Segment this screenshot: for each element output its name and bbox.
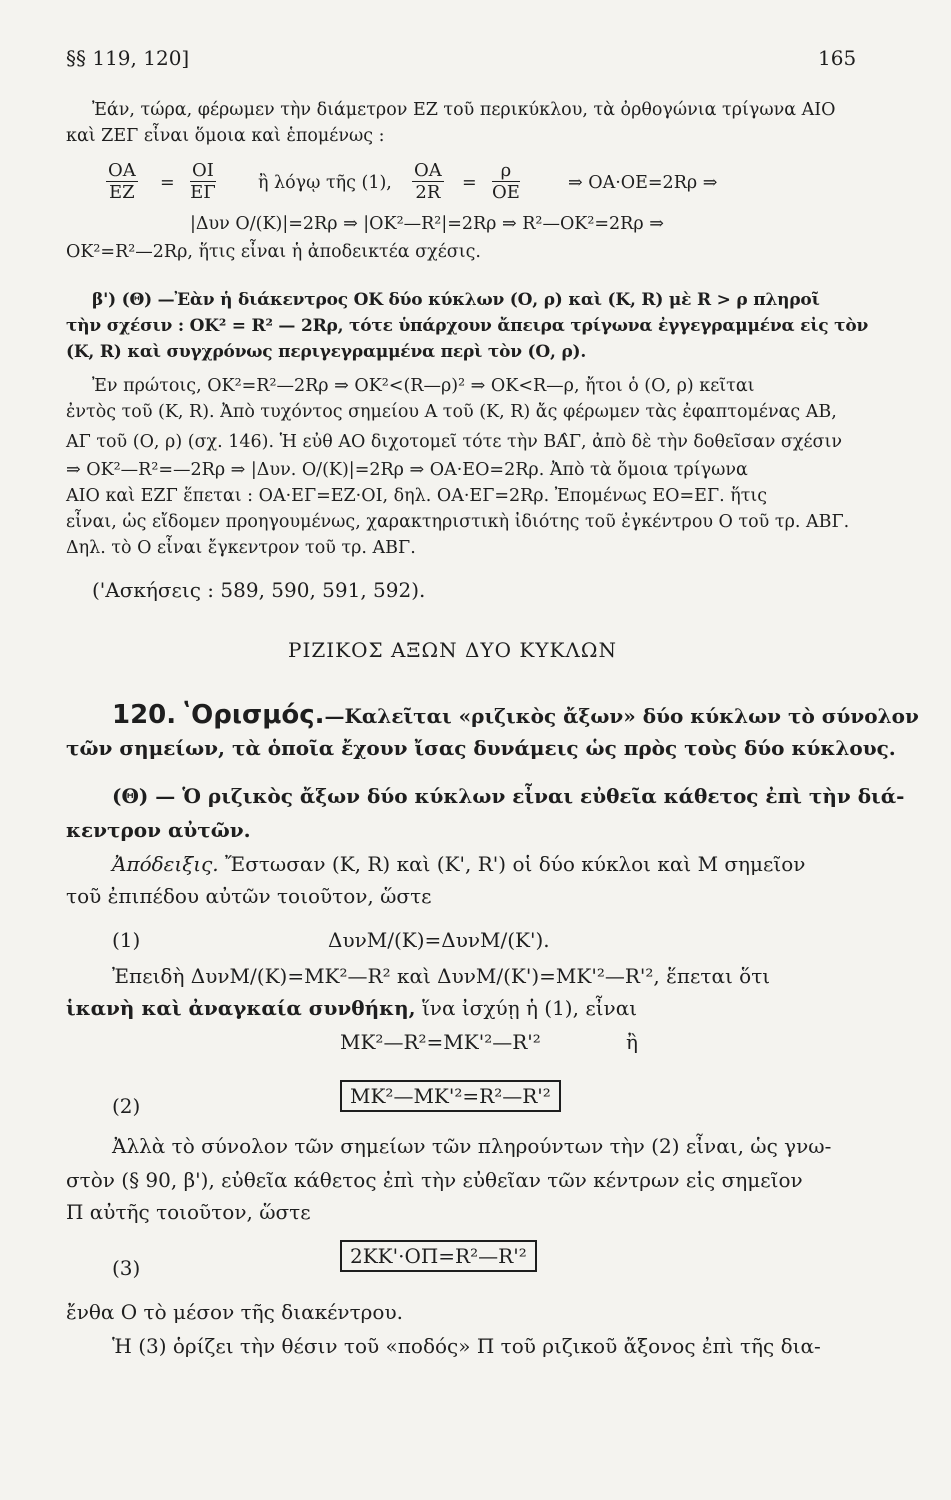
equals-sign: = <box>160 173 175 193</box>
fraction-oa-ez <box>106 160 138 203</box>
proof-line: ἔνθα Ο τὸ μέσον τῆς διακέντρου. <box>66 1300 403 1324</box>
proof-text: ἵνα ἰσχύῃ ἡ (1), εἶναι <box>421 996 638 1020</box>
denominator: ΕΓ <box>190 182 216 203</box>
proof-line <box>66 996 637 1020</box>
paragraph-line: καὶ ΖΕΓ εἶναι ὅμοια καὶ ἑπομένως : <box>66 126 385 146</box>
equation-line: |Δυν Ο/(Κ)|=2Rρ ⇒ |ΟΚ²—R²|=2Rρ ⇒ R²—ΟΚ²=2Rρ ⇒ <box>190 214 664 234</box>
proof-line: Ἐπειδὴ ΔυνΜ/(Κ)=ΜΚ²—R² καὶ ΔυνΜ/(Κ')=ΜΚ'²—R'², ἕπεται ὅτι <box>112 964 771 988</box>
proof-line <box>112 852 805 876</box>
equation: ΜΚ²—R²=ΜΚ'²—R'² <box>340 1030 541 1054</box>
paragraph-line: Ἐάν, τώρα, φέρωμεν τὴν διάμετρον ΕΖ τοῦ περικύκλου, τὰ ὀρθογώνια τρίγωνα ΑΙΟ <box>92 100 836 120</box>
proof-line: Ἡ (3) ὁρίζει τὴν θέσιν τοῦ «ποδός» Π τοῦ ριζικοῦ ἄξονος ἐπὶ τῆς δια- <box>112 1334 821 1358</box>
fraction-rho-oe <box>492 160 520 203</box>
running-header: §§ 119, 120] <box>66 46 190 70</box>
theorem-b-line: (Κ, R) καὶ συγχρόνως περιγεγραμμένα περὶ τὸν (Ο, ρ). <box>66 342 587 362</box>
equation-text: ἢ λόγῳ τῆς (1), <box>258 173 392 193</box>
section-heading: ΡΙΖΙΚΟΣ ΑΞΩΝ ΔΥΟ ΚΥΚΛΩΝ <box>288 638 617 662</box>
section-number: 120. <box>112 700 177 730</box>
proof-line: Π αὐτῆς τοιοῦτον, ὥστε <box>66 1200 311 1224</box>
definition-line: τῶν σημείων, τὰ ὁποῖα ἔχουν ἴσας δυνάμεις ὡς πρὸς τοὺς δύο κύκλους. <box>66 736 896 760</box>
proof-line: στὸν (§ 90, β'), εὐθεῖα κάθετος ἐπὶ τὴν εὐθεῖαν τῶν κέντρων εἰς σημεῖον <box>66 1168 803 1192</box>
bold-phrase: ἱκανὴ καὶ ἀναγκαία συνθήκη, <box>66 996 416 1020</box>
definition-text: —Καλεῖται «ριζικὸς ἄξων» δύο κύκλων τὸ σύνολον <box>324 704 919 728</box>
fraction-oa-2r <box>412 160 444 203</box>
equation-label: (3) <box>112 1256 141 1280</box>
definition-word: ʽΟρισμός. <box>181 700 325 730</box>
definition-line <box>112 700 919 730</box>
boxed-equation: 2ΚΚ'·ΟΠ=R²—R'² <box>340 1240 537 1272</box>
exercises-reference: ('Ασκήσεις : 589, 590, 591, 592). <box>92 578 426 602</box>
theorem-line: κεντρον αὐτῶν. <box>66 818 251 842</box>
equation-label: (2) <box>112 1094 141 1118</box>
equation-connector: ἢ <box>626 1030 638 1054</box>
proof-b-line: Ἐν πρώτοις, ΟΚ²=R²—2Rρ ⇒ ΟΚ²<(R—ρ)² ⇒ ΟΚ<R—ρ, ἤτοι ὁ (Ο, ρ) κεῖται <box>92 376 755 396</box>
page-number: 165 <box>818 46 857 70</box>
numerator: ΟΙ <box>192 160 214 181</box>
proof-b-line: ἐντὸς τοῦ (Κ, R). Ἀπὸ τυχόντος σημείου Α τοῦ (Κ, R) ἄς φέρωμεν τὰς ἐφαπτομένας ΑΒ, <box>66 402 837 422</box>
proof-b-line: εἶναι, ὡς εἴδομεν προηγουμένως, χαρακτηριστικὴ ἰδιότης τοῦ ἐγκέντρου Ο τοῦ τρ. ΑΒΓ. <box>66 512 850 532</box>
equation-text: ⇒ ΟΑ·ΟΕ=2Rρ ⇒ <box>568 173 718 193</box>
proof-b-line: ⇒ ΟΚ²—R²=—2Rρ ⇒ |Δυν. Ο/(Κ)|=2Rρ ⇒ ΟΑ·ΕΟ=2Rρ. Ἀπὸ τὰ ὅμοια τρίγωνα <box>66 460 748 480</box>
fraction-oi-eg <box>190 160 216 203</box>
proof-word: Ἀπόδειξις. <box>112 852 219 876</box>
theorem-line: (Θ) — Ὁ ριζικὸς ἄξων δύο κύκλων εἶναι εὐθεῖα κάθετος ἐπὶ τὴν διά- <box>112 784 905 808</box>
boxed-equation: ΜΚ²—ΜΚ'²=R²—R'² <box>340 1080 561 1112</box>
denominator: ΟΕ <box>492 182 520 203</box>
equation: ΔυνΜ/(Κ)=ΔυνΜ/(Κ'). <box>328 928 550 952</box>
numerator: ΟΑ <box>108 160 136 181</box>
theorem-b-line: τὴν σχέσιν : ΟΚ² = R² — 2Rρ, τότε ὑπάρχουν ἄπειρα τρίγωνα ἐγγεγραμμένα εἰς τὸν <box>66 316 869 336</box>
proof-b-line: Δηλ. τὸ Ο εἶναι ἔγκεντρον τοῦ τρ. ΑΒΓ. <box>66 538 416 558</box>
denominator: 2R <box>415 182 441 203</box>
equals-sign: = <box>462 173 477 193</box>
proof-b-line: ΑΙΟ καὶ ΕΖΓ ἕπεται : ΟΑ·ΕΓ=ΕΖ·ΟΙ, δηλ. ΟΑ·ΕΓ=2Rρ. Ἐπομένως ΕΟ=ΕΓ. ἥτις <box>66 486 768 506</box>
theorem-b-line: β') (Θ) —Ἐὰν ἡ διάκεντρος ΟΚ δύο κύκλων (Ο, ρ) καὶ (Κ, R) μὲ R > ρ πληροῖ <box>92 290 820 310</box>
proof-text: Ἔστωσαν (Κ, R) καὶ (Κ', R') οἱ δύο κύκλοι καὶ Μ σημεῖον <box>225 852 806 876</box>
denominator: ΕΖ <box>109 182 135 203</box>
equation-line: ΟΚ²=R²—2Rρ, ἥτις εἶναι ἡ ἀποδεικτέα σχέσις. <box>66 242 481 262</box>
numerator: ΟΑ <box>414 160 442 181</box>
proof-b-line: ΑΓ τοῦ (Ο, ρ) (σχ. 146). Ἡ εὐθ ΑΟ διχοτομεῖ τότε τὴν ΒΑ̂Γ, ἀπὸ δὲ τὴν δοθεῖσαν σχέσιν <box>66 432 842 452</box>
equation-label: (1) <box>112 928 141 952</box>
proof-line: Ἀλλὰ τὸ σύνολον τῶν σημείων τῶν πληρούντων τὴν (2) εἶναι, ὡς γνω- <box>112 1134 832 1158</box>
proof-line: τοῦ ἐπιπέδου αὐτῶν τοιοῦτον, ὥστε <box>66 884 432 908</box>
numerator: ρ <box>492 160 520 182</box>
